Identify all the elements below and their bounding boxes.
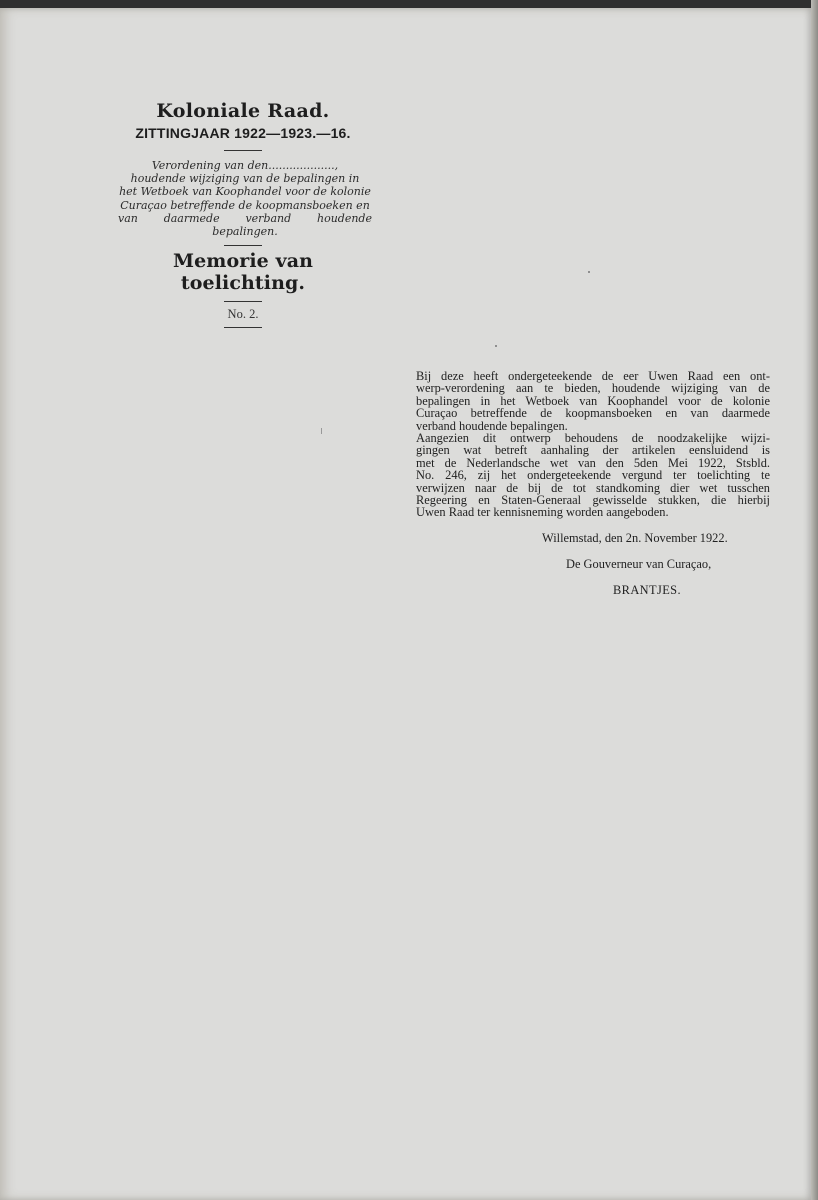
header-block — [112, 98, 374, 328]
explanatory-body — [416, 370, 770, 519]
scan-top-border — [0, 0, 818, 8]
document-page — [0, 8, 811, 1200]
paper-speck — [321, 428, 322, 434]
document-heading: Memorie van toelichting. — [172, 250, 314, 295]
body-line: verband houdende bepalingen. — [416, 418, 568, 433]
scan-right-border — [811, 0, 818, 1200]
body-line: Bij deze heeft ondergeteekende de eer Uwen Raad een ont- — [416, 369, 770, 383]
document-number: No. 2. — [227, 307, 259, 322]
divider-rule — [224, 301, 262, 302]
body-line: Regeering en Staten-Generaal gewisselde stukken, die hierbij — [416, 493, 770, 508]
place-and-date: Willemstad, den 2n. November 1922. — [542, 531, 728, 545]
body-line: verwijzen naar de bij de tot standkoming dier wet tusschen — [416, 480, 770, 495]
body-line: Uwen Raad ter kennisneming worden aangeboden. — [416, 505, 669, 520]
divider-rule — [224, 150, 262, 151]
council-title: Koloniale Raad. — [156, 100, 330, 122]
subject-line: van daarmede verband houdende bepalingen. — [118, 211, 372, 239]
governor-title: De Gouverneur van Curaçao, — [566, 557, 712, 571]
signature-name: BRANTJES. — [613, 583, 681, 597]
divider-rule — [224, 245, 262, 246]
body-line: werp-verordening aan te bieden, houdende wijziging van de — [416, 381, 770, 396]
body-line: bepalingen in het Wetboek van Koophandel voor de kolonie — [416, 393, 770, 408]
subject-line: Curaçao betreffende de koopmansboeken en — [120, 198, 370, 212]
divider-rule — [224, 327, 262, 328]
subject-line: houdende wijziging van de bepalingen in — [130, 172, 360, 186]
body-line: Curaçao betreffende de koopmansboeken en van daarmede — [416, 406, 770, 421]
paper-speck — [588, 271, 590, 273]
body-line: No. 246, zij het ondergeteekende vergund ter toelichting te — [416, 468, 770, 483]
body-line: met de Nederlandsche wet van den 5den Mei 1922, Stsbld. — [416, 455, 770, 470]
subject-line: het Wetboek van Koophandel voor de kolonie — [119, 185, 371, 199]
ordinance-subject — [112, 159, 374, 238]
body-line: Aangezien dit ontwerp behoudens de noodzakelijke wijzi- — [416, 431, 770, 446]
paper-speck — [495, 345, 497, 347]
subject-line: Verordening van den..................., — [151, 159, 339, 172]
session-line: ZITTINGJAAR 1922—1923.—16. — [135, 125, 351, 141]
body-line: gingen wat betreft aanhaling der artikelen eensluidend is — [416, 443, 770, 458]
